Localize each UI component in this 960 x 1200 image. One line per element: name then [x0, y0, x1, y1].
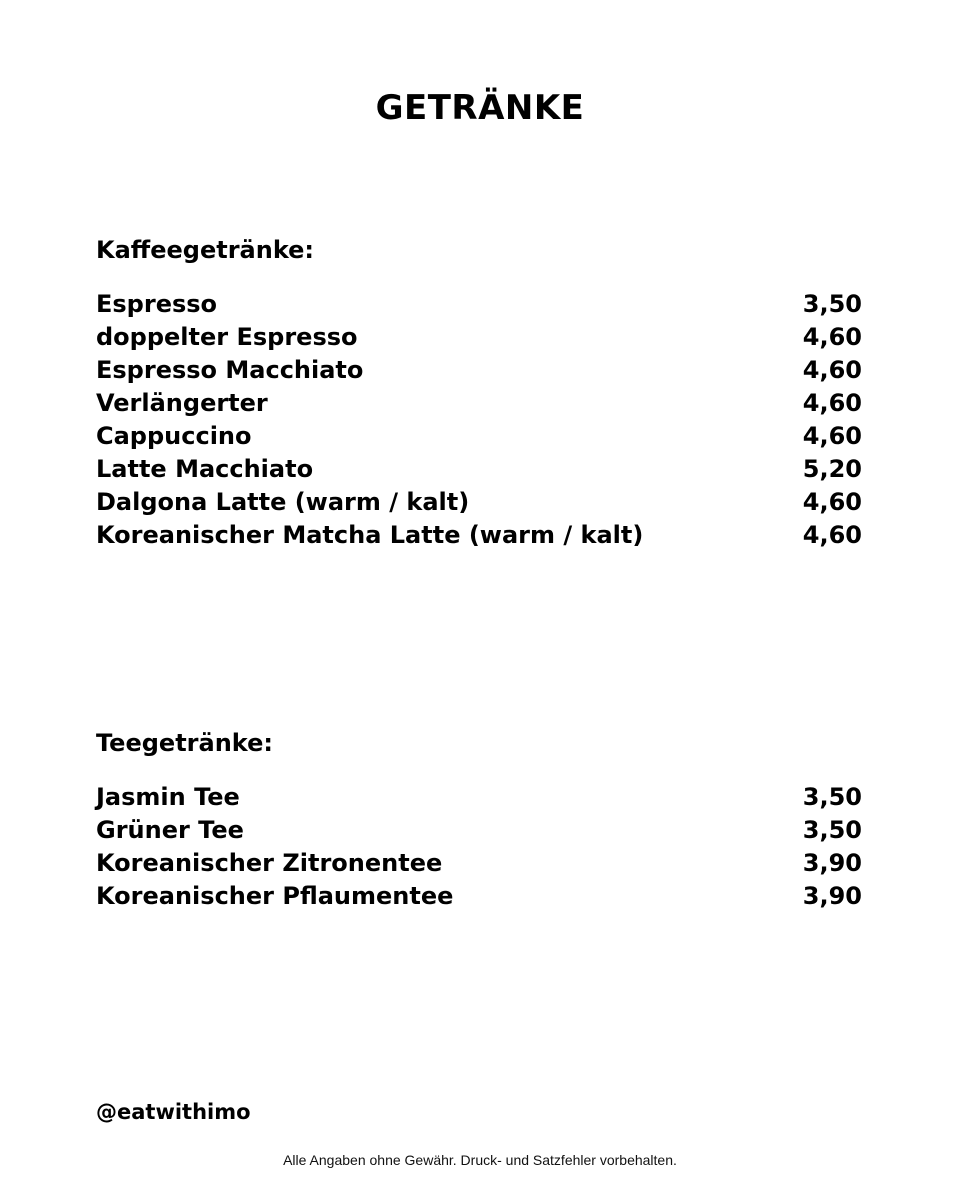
- menu-item: [96, 781, 862, 814]
- menu-item: [96, 453, 862, 486]
- item-price: 4,60: [802, 422, 862, 450]
- item-name: Koreanischer Zitronentee: [96, 849, 443, 877]
- item-name: Koreanischer Matcha Latte (warm / kalt): [96, 521, 644, 549]
- item-name: Latte Macchiato: [96, 455, 314, 483]
- menu-item: [96, 486, 862, 519]
- item-name: Grüner Tee: [96, 816, 244, 844]
- item-name: Verlängerter: [96, 389, 268, 417]
- item-price: 4,60: [802, 389, 862, 417]
- item-price: 3,90: [802, 882, 862, 910]
- menu-item: [96, 288, 862, 321]
- item-price: 3,50: [802, 783, 862, 811]
- item-price: 4,60: [802, 356, 862, 384]
- menu-item: [96, 814, 862, 847]
- menu-item: [96, 387, 862, 420]
- menu-item: [96, 847, 862, 880]
- item-price: 5,20: [802, 455, 862, 483]
- item-name: Espresso: [96, 290, 218, 318]
- section-coffee: [96, 234, 862, 549]
- item-price: 4,60: [802, 521, 862, 549]
- page-title: GETRÄNKE: [375, 88, 585, 128]
- social-handle: @eatwithimo: [96, 1100, 251, 1124]
- item-name: Cappuccino: [96, 422, 252, 450]
- item-name: Jasmin Tee: [96, 783, 240, 811]
- item-name: doppelter Espresso: [96, 323, 358, 351]
- item-name: Espresso Macchiato: [96, 356, 364, 384]
- item-price: 3,50: [802, 816, 862, 844]
- section-tea: [96, 727, 862, 910]
- item-name: Dalgona Latte (warm / kalt): [96, 488, 470, 516]
- item-price: 4,60: [802, 323, 862, 351]
- menu-item: [96, 420, 862, 453]
- menu-item: [96, 321, 862, 354]
- menu-item: [96, 880, 862, 913]
- item-price: 4,60: [802, 488, 862, 516]
- menu-item: [96, 354, 862, 387]
- menu-item: [96, 519, 862, 552]
- section-heading-coffee: Kaffeegetränke:: [96, 236, 315, 264]
- item-price: 3,90: [802, 849, 862, 877]
- section-heading-tea: Teegetränke:: [96, 729, 273, 757]
- item-price: 3,50: [802, 290, 862, 318]
- disclaimer: Alle Angaben ohne Gewähr. Druck- und Satzfehler vorbehalten.: [283, 1152, 677, 1168]
- coffee-item-list: [96, 288, 862, 552]
- tea-item-list: [96, 781, 862, 913]
- item-name: Koreanischer Pflaumentee: [96, 882, 454, 910]
